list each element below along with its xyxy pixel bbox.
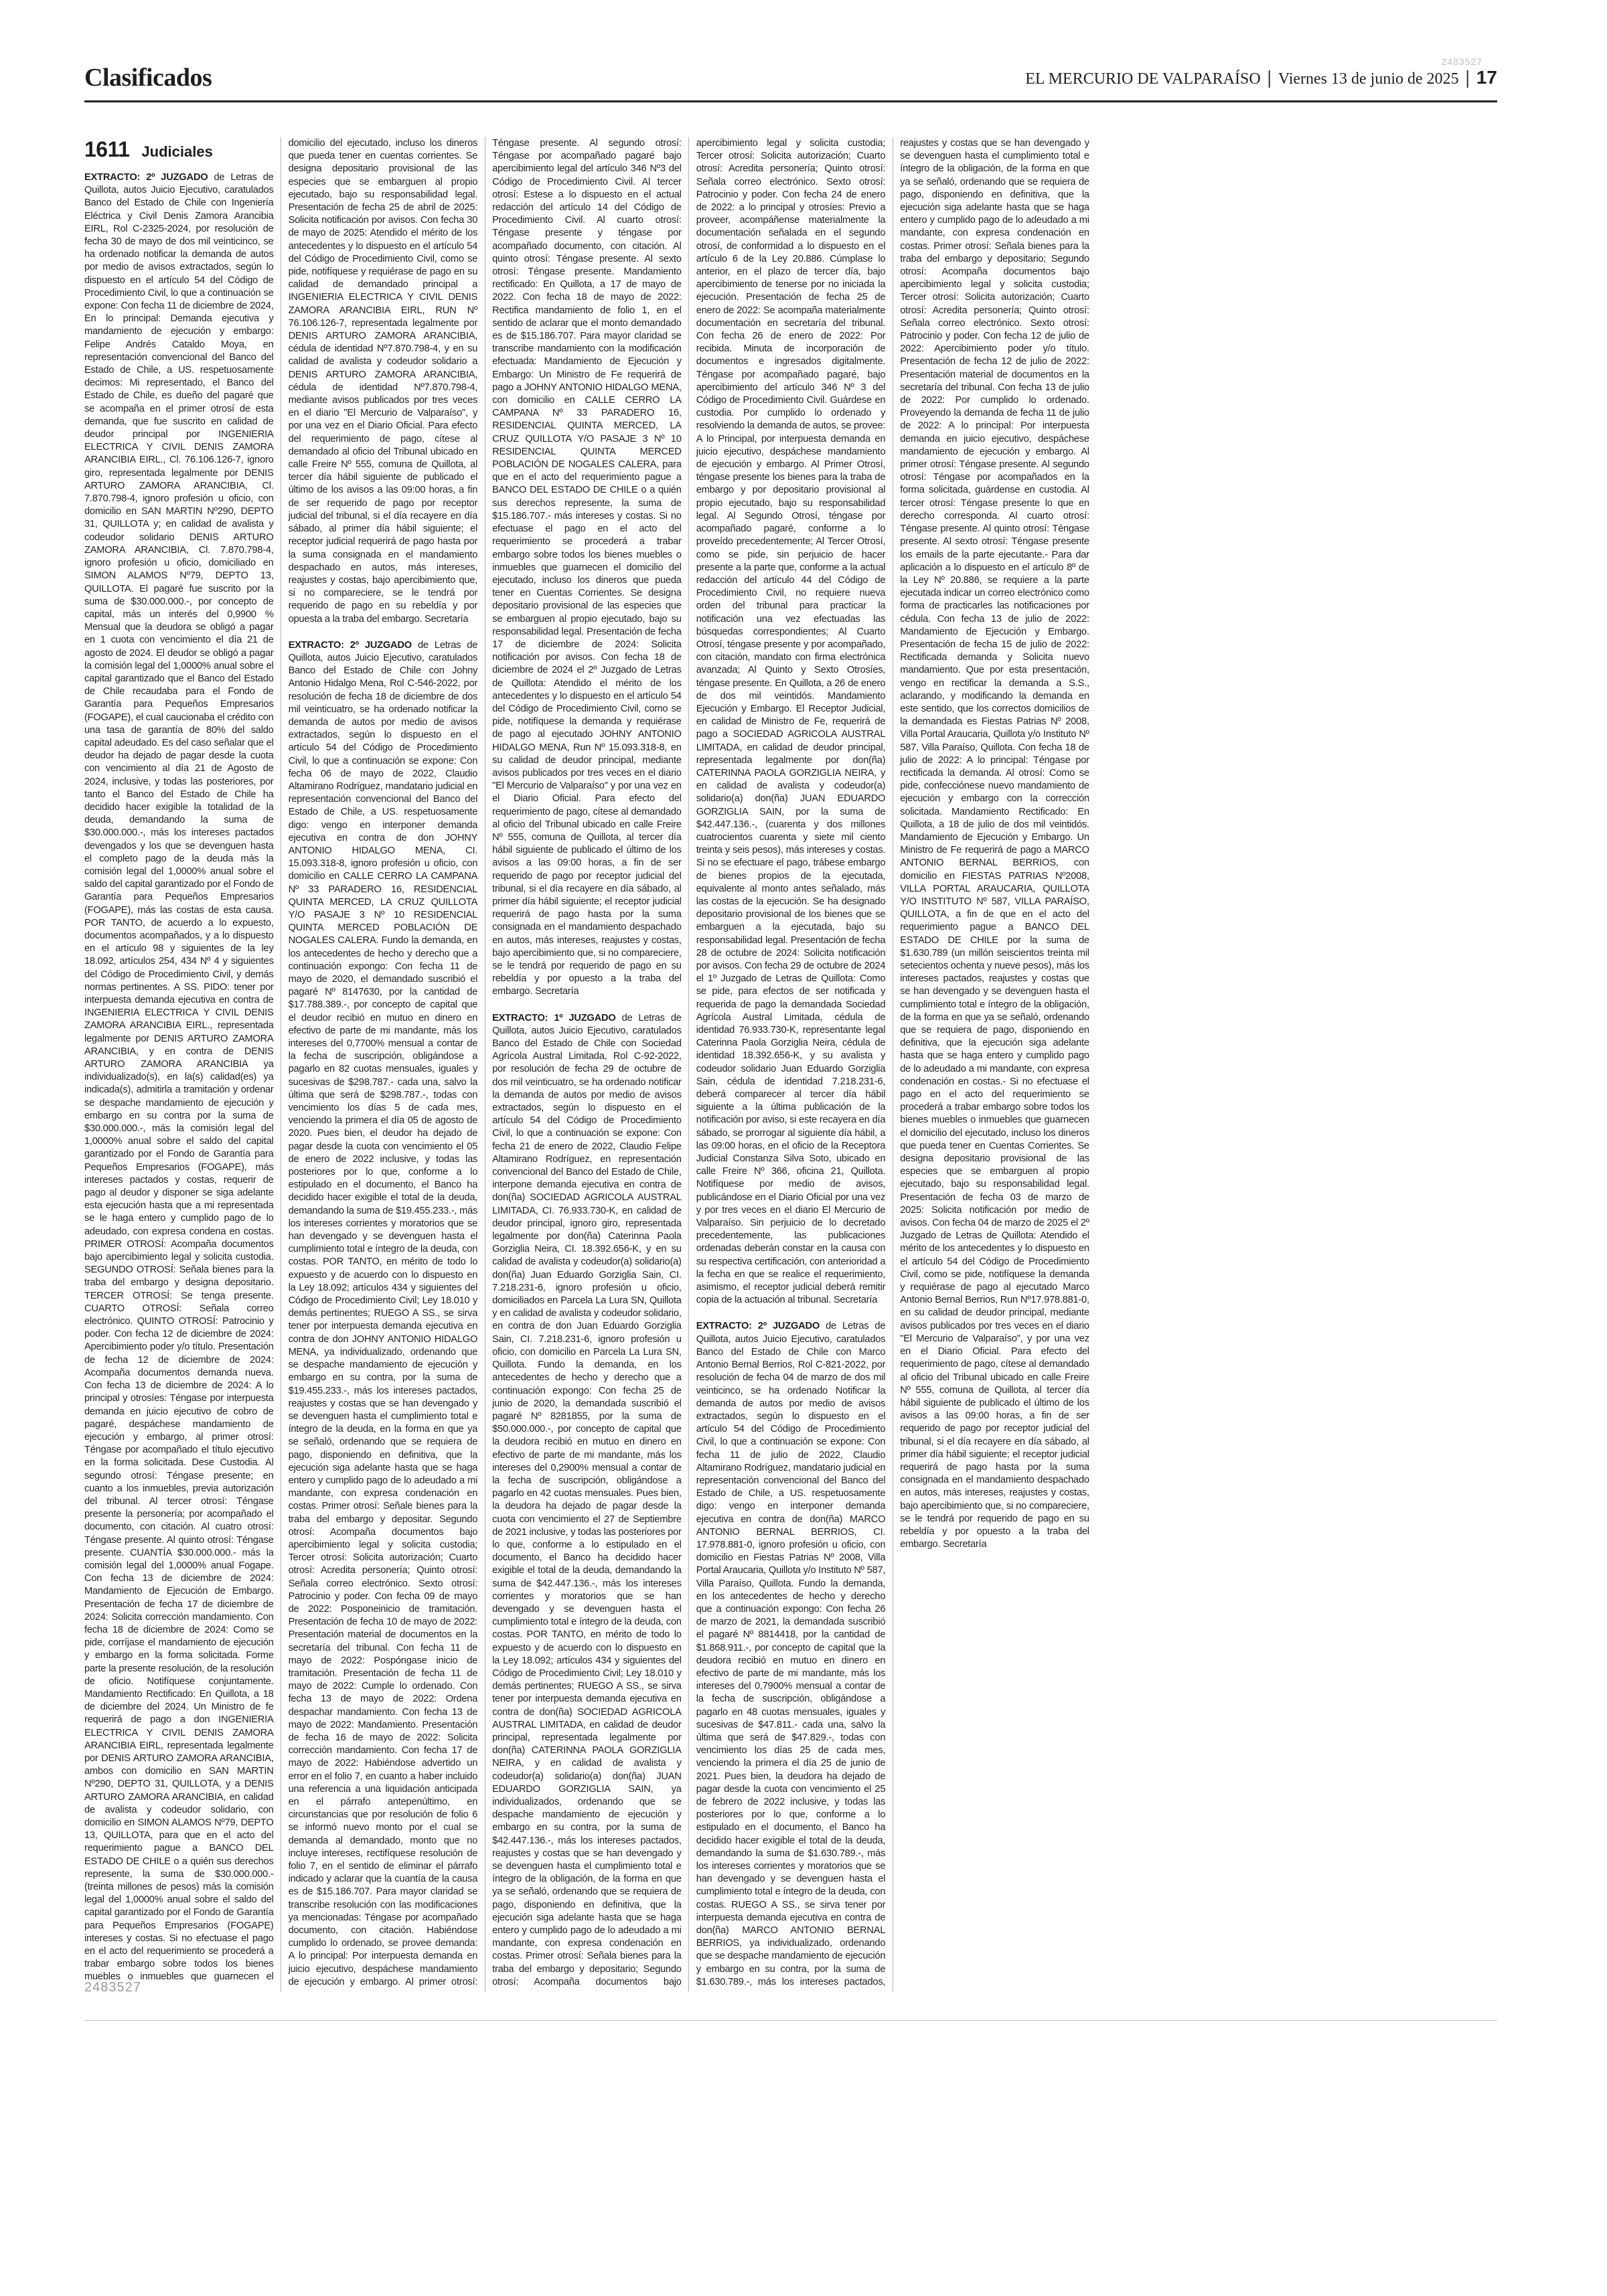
header-info [1025, 67, 1497, 89]
page-header [84, 63, 1497, 96]
header-rule [84, 100, 1497, 102]
header-separator: | [1267, 68, 1272, 88]
classifieds-columns [84, 137, 1497, 1991]
category-name: Judiciales [141, 143, 213, 160]
notice-body: de Letras de Quillota, autos Juicio Ejecutivo, caratulados Banco del Estado de Chile con Johny Antonio Hidalgo Mena, Rol C-546-2022, por resolución de fecha 18 de diciembre de dos mil veinticuatro, se ha ordenado notificar la demanda de autos por medio de avisos extractados, según lo dispuesto en el artículo 54 del Código de Procedimiento Civil, lo que a continuación se expone: Con fecha 06 de mayo de 2022, Claudio Altamirano Rodríguez, mandatario judicial en representación convencional del Banco del Estado de Chile, a US. respetuosamente digo: vengo en interponer demanda ejecutiva en contra de don JOHNY ANTONIO HIDALGO MENA, CI. 15.093.318-8, ignoro profesión u oficio, con domicilio en CALLE CERRO LA CAMPANA Nº 33 PARADERO 16, RESIDENCIAL QUINTA MERCED, LA CRUZ QUILLOTA Y/O PASAJE 3 Nº 10 RESIDENCIAL QUINTA MERCED POBLACIÓN DE NOGALES CALERA. Fundo la demanda, en los antecedentes de hecho y derecho que a continuación expongo: Con fecha 11 de mayo de 2020, el demandado suscribió el pagaré Nº 8147630, por la cantidad de $17.788.389.-, por concepto de capital que el deudor recibió en mutuo en dinero en efectivo de parte de mi mandante, más los intereses del 0,7700% mensual a contar de la fecha de suscripción, obligándose a pagarlo en 82 cuotas mensuales, iguales y sucesivas de $298.787.- cada una, salvo la última que será de $298.787.-, todas con vencimiento los días 5 de cada mes, venciendo la primera el día 05 de agosto de 2020. Pues bien, el deudor ha dejado de pagar desde la cuota con vencimiento el 05 de enero de 2022 inclusive, y todas las posteriores por lo que, conforme a lo estipulado en el documento, el Banco ha decidido hacer exigible el total de la deuda, demandando la suma de $19.455.233.-, más los intereses corrientes y moratorios que se han devengado y se devenguen hasta el cumplimiento total e íntegro de la deuda, con costas. POR TANTO, en mérito de todo lo expuesto y de acuerdo con lo dispuesto en la Ley 18.092; artículos 434 y siguientes del Código de Procedimiento Civil; Ley 18.010 y demás pertinentes; RUEGO A SS., se sirva tener por interpuesta demanda ejecutiva en contra de don JOHNY ANTONIO HIDALGO MENA, ya individualizado, ordenando que se despache mandamiento de ejecución y embargo en su contra, por la suma de $19.455.233.-, más los intereses pactados, reajustes y costas que se han devengado y se devenguen hasta el cumplimiento total e íntegro de la deuda, en la forma en que ya se señaló, ordenando que se requiera de pago, disponiendo en definitiva, que la ejecución siga adelante hasta que se haga entero y cumplido pago de lo adeudado a mi mandante, con expresa condenación en costas. Primer otrosí: Señale bienes para la traba del embargo y depositar. Segundo otrosí: Acompaña documentos bajo apercibimiento legal y solicita custodia; Tercer otrosí: Solicita autorización; Cuarto otrosí: Acredita personería; Quinto otrosí: Señala correo electrónico. Sexto otrosí: Patrocinio y poder. Con fecha 09 de mayo de 2022: Posponeinicio de tramitación. Presentación de fecha 10 de mayo de 2022: Presentación material de documentos en la secretaría del tribunal. Con fecha 11 de mayo de 2022: Pospóngase inicio de tramitación. Presentación de fecha 11 de mayo de 2022: Cumple lo ordenado. Con fecha 13 de mayo de 2022: Ordena despachar mandamiento. Con fecha 13 de mayo de 2022: Mandamiento. Presentación de fecha 16 de mayo de 2022: Solicita corrección mandamiento. Con fecha 17 de mayo de 2022: Habiéndose advertido un error en el folio 7, en cuanto a haber incluido una referencia a una liquidación anticipada en el párrafo antepenúltimo, en circunstancias que por resolución de folio 6 se informó nuevo monto por el cual se demanda al demandado, monto que no incluye intereses, rectifíquese resolución de folio 7, en el sentido de eliminar el párrafo indicado y aclarar que la cuantía de la causa es de $15.186.707. Para mayor claridad se transcribe resolución con las modificaciones ya mencionadas: Téngase por acompañado documento, con citación. Habiéndose cumplido lo ordenado, se provee demanda: A lo principal: Por interpuesta demanda en juicio ejecutivo, despáchese mandamiento de ejecución y embargo. Al primer otrosí: Téngase presente. Al segundo otrosí: Téngase por acompañado pagaré bajo apercibimiento legal del artículo 346 Nº3 del Código de Procedimiento Civil. Al tercer otrosí: Estese a lo dispuesto en el actual redacción del artículo 14 del Código de Procedimiento Civil. Al cuarto otrosí: Téngase presente y téngase por acompañado documento, con citación. Al quinto otrosí: Téngase presente. Al sexto otrosí: Téngase presente. Mandamiento rectificado: En Quillota, a 17 de mayo de 2022. Con fecha 18 de mayo de 2022: Rectifica mandamiento de folio 1, en el sentido de aclarar que el monto demandado es de $15.186.707. Para mayor claridad se transcribe mandamiento con la modificación efectuada: Mandamiento de Ejecución y Embargo: Un Ministro de Fe requerirá de pago a JOHNY ANTONIO HIDALGO MENA, con domicilio en CALLE CERRO LA CAMPANA Nº 33 PARADERO 16, RESIDENCIAL QUINTA MERCED, LA CRUZ QUILLOTA Y/O PASAJE 3 Nº 10 RESIDENCIAL QUINTA MERCED POBLACIÓN DE NOGALES CALERA, para que en el acto del requerimiento pague a BANCO DEL ESTADO DE CHILE o a quién sus derechos represente, la suma de $15.186.707.- más intereses y costas. Si no efectuase el pago en el acto del requerimiento se procederá a trabar embargo sobre todos los bienes muebles o inmuebles que guarnecen el domicilio del ejecutado, incluso los dineros que pueda tener en Cuentas Corrientes. Se designa depositario provisional de las especies que se embarguen al propio ejecutado, bajo su responsabilidad legal. Presentación de fecha 17 de diciembre de 2024: Solicita notificación por avisos. Con fecha 18 de diciembre de 2024 el 2º Juzgado de Letras de Quillota: Atendido el mérito de los antecedentes y lo dispuesto en el artículo 54 del Código de Procedimiento Civil, como se pide, notifíquese la demanda y requiérase de pago al ejecutado JOHNY ANTONIO HIDALGO MENA, Run Nº 15.093.318-8, en su calidad de deudor principal, mediante avisos publicados por tres veces en el diario "El Mercurio de Valparaíso" y por una vez en el Diario Oficial. Para efecto del requerimiento de pago, cítese al demandado al oficio del Tribunal ubicado en calle Freire Nº 555, comuna de Quillota, al tercer día hábil siguiente de publicado el último de los avisos a las 09:00 horas, a fin de ser requerido de pago por receptor judicial del tribunal, si el día recayere en día sábado, al primer día hábil siguiente; el receptor judicial requerirá de pago hasta por la suma consignada en el mandamiento despachado en autos, más intereses, reajustes y costas, bajo apercibimiento que, si no compareciere, se le tendrá por requerido de pago en su rebeldía y por opuesto a la traba del embargo. Secretaría [288, 138, 682, 1987]
publication-name: EL MERCURIO DE VALPARAÍSO [1025, 70, 1261, 88]
corner-image-id: 2483527 [1441, 56, 1482, 67]
notice-body: de Letras de Quillota, autos Juicio Ejecutivo, caratulados Banco del Estado de Chile con Ingeniería Eléctrica y Civil Denis Zamora Arancibia EIRL, Rol C-2325-2024, por resolución de fecha 30 de mayo de dos mil veinticinco, se ha ordenado notificar la demanda de autos por medio de avisos extractados, según lo dispuesto en el artículo 54 del Código de Procedimiento Civil, lo que a continuación se expone: Con fecha 11 de diciembre de 2024, En lo principal: Demanda ejecutiva y mandamiento de ejecución y embargo: Felipe Andrés Cataldo Moya, en representación convencional del Banco del Estado de Chile, a US. respetuosamente decimos: Mi representado, el Banco del Estado de Chile, es dueño del pagaré que se acompaña en el primer otrosí de esta demanda, que fue suscrito en calidad de deudor principal por INGENIERIA ELECTRICA Y CIVIL DENIS ZAMORA ARANCIBIA EIRL., Cl. 76.106.126-7, ignoro giro, representada legalmente por DENIS ARTURO ZAMORA ARANCIBIA, Cl. 7.870.798-4, ignoro profesión u oficio, con domicilio en SAN MARTIN Nº290, DEPTO 31, QUILLOTA y; en calidad de avalista y codeudor solidario DENIS ARTURO ZAMORA ARANCIBIA, Cl. 7.870.798-4, ignoro profesión u oficio, domiciliado en SIMON ALAMOS Nº79, DEPTO 13, QUILLOTA. El pagaré fue suscrito por la suma de $30.000.000.-, por concepto de capital, más un interés del 0,9900 % Mensual que la deudora se obligó a pagar en 1 cuota con vencimiento el día 21 de agosto de 2024. El deudor se obligó a pagar la comisión legal del 1,0000% anual sobre el capital garantizado que el Banco del Estado de Chile recaudaba para el Fondo de Garantía para Pequeños Empresarios (FOGAPE), el cual caucionaba el crédito con una tasa de garantía de 80% del saldo capital adeudado. Es del caso señalar que el deudor ha dejado de pagar desde la cuota con vencimiento al día 21 de Agosto de 2024, inclusive, y todas las posteriores, por tanto el Banco del Estado de Chile ha decidido hacer exigible la totalidad de la deuda, demandando la suma de $30.000.000.-, más los intereses pactados devengados y los que se devenguen hasta el completo pago de la deuda más la comisión legal del 1,0000% anual sobre el saldo del capital garantizado por el Fondo de Garantía para Pequeños Empresarios (FOGAPE), más las costas de esta causa. POR TANTO, de acuerdo a lo expuesto, documentos acompañados, y a lo dispuesto en el artículo 98 y siguientes de la ley 18.092, artículos 254, 434 Nº 4 y siguientes del Código de Procedimiento Civil, y demás normas pertinentes. A SS. PIDO: tener por interpuesta demanda ejecutiva en contra de INGENIERIA ELECTRICA Y CIVIL DENIS ZAMORA ARANCIBIA EIRL., representada legalmente por DENIS ARTURO ZAMORA ARANCIBIA, y en contra de DENIS ARTURO ZAMORA ARANCIBIA ya individualizado(s), en la(s) calidad(es) ya indicada(s), admitirla a tramitación y ordenar se despache mandamiento de ejecución y embargo en su contra por la suma de $30.000.000.-, más la comisión legal del 1,0000% anual sobre el saldo del capital garantizado por el Fondo de Garantía para Pequeños Empresarios (FOGAPE), más intereses pactados y costas, requerir de pago al deudor y disponer se siga adelante esta ejecución hasta que a mi representada se le haga entero y cumplido pago de lo adeudado, con expresa condena en costas. PRIMER OTROSÍ: Acompaña documentos bajo apercibimiento legal y solicita custodia. SEGUNDO OTROSÍ: Señala bienes para la traba del embargo y designa depositario. TERCER OTROSÍ: Se tenga presente. CUARTO OTROSÍ: Señala correo electrónico. QUINTO OTROSÍ: Patrocinio y poder. Con fecha 12 de diciembre de 2024: Apercibimiento poder y/o título. Presentación de fecha 12 de diciembre de 2024: Acompaña documentos demanda nueva. Con fecha 13 de diciembre de 2024: A lo principal y otrosíes: Téngase por interpuesta demanda en juicio ejecutivo de cobro de pagaré, despáchese mandamiento de ejecución y embargo, al primer otrosí: Téngase por acompañado el título ejecutivo en la forma solicitada. Dese Custodia. Al segundo otrosí: Téngase presente; en cuanto a los inmuebles, previa autorización del tribunal. Al tercer otrosí: Téngase presente la personería; por acompañado el documento, con citación. Al cuatro otrosí: Téngase presente. Al quinto otrosí: Téngase presente. CUANTÍA $30.000.000.- más la comisión legal del 1,0000% anual Fogape. Con fecha 13 de diciembre de 2024: Mandamiento de Ejecución de Embargo. Presentación de fecha 17 de diciembre de 2024: Solicita corrección mandamiento. Con fecha 18 de diciembre de 2024: Como se pide, corríjase el mandamiento de ejecución y embargo en la forma solicitada. Forme parte la presente resolución, de la resolución de oficio. Notifíquese conjuntamente. Mandamiento Rectificado: En Quillota, a 18 de diciembre del 2024. Un Ministro de fe requerirá de pago a don INGENIERIA ELECTRICA Y CIVIL DENIS ZAMORA ARANCIBIA EIRL, representada legalmente por DENIS ARTURO ZAMORA ARANCIBIA, ambos con domicilio en SAN MARTIN Nº290, DEPTO 31, QUILLOTA, y a DENIS ARTURO ZAMORA ARANCIBIA, en calidad de avalista y codeudor solidario, con domicilio en SIMON ALAMOS Nº79, DEPTO 13, QUILLOTA, para que en el acto del requerimiento pague a BANCO DEL ESTADO DE CHILE o a quién sus derechos represente, la suma de $30.000.000.- (treinta millones de pesos) más la comisión legal del 1,0000% anual sobre el saldo del capital garantizado por el Fondo de Garantía para Pequeños Empresarios (FOGAPE) intereses y costas. Si no efectuase el pago en el acto del requerimiento se procederá a trabar embargo sobre todos los bienes muebles o inmuebles que guarnecen el domicilio del ejecutado, incluso los dineros que pueda tener en cuentas corrientes. Se designa depositario provisional de las especies que se embarguen al propio ejecutado, bajo su responsabilidad legal. Presentación de fecha 25 de abril de 2025: Solicita notificación por avisos. Con fecha 30 de mayo de 2025: Atendido el mérito de los antecedentes y lo dispuesto en el artículo 54 del Código de Procedimiento Civil, como se pide, notifíquese y requiérase de pago en su calidad de demandado principal a INGENIERIA ELECTRICA Y CIVIL DENIS ZAMORA ARANCIBIA EIRL, RUN Nº 76.106.126-7, representada legalmente por DENIS ARTURO ZAMORA ARANCIBIA, cédula de identidad Nº7.870.798-4, y en su calidad de avalista y codeudor solidario a DENIS ARTURO ZAMORA ARANCIBIA, cédula de identidad Nº7.870.798-4, mediante avisos publicados por tres veces en el diario "El Mercurio de Valparaíso", y por una vez en el Diario Oficial. Para efecto del requerimiento de pago, cítese al demandado al oficio del Tribunal ubicado en calle Freire Nº 555, comuna de Quillota, al tercer día hábil siguiente de publicado el último de los avisos a las 09:00 horas, a fin de ser requerido de pago por receptor judicial del tribunal, si el día recayere en día sábado, al primer día hábil siguiente; el receptor judicial requerirá de pago hasta por la suma consignada en el mandamiento despachado en autos, más intereses, reajustes y costas, bajo apercibimiento que, si no compareciere, se le tendrá por requerido de pago en su rebeldía y por opuesta a la traba del embargo. Secretaría [84, 138, 478, 1983]
notice-lead: EXTRACTO: 2º JUZGADO [84, 172, 208, 183]
category-code: 1611 [84, 137, 130, 161]
footer-image-id: 2483527 [84, 1980, 141, 1995]
category-heading [84, 137, 274, 162]
page-number: 17 [1476, 67, 1497, 88]
notice-lead: EXTRACTO: 2º JUZGADO [696, 1321, 820, 1332]
section-title: Clasificados [84, 64, 212, 92]
notice-body: de Letras de Quillota, autos Juicio Ejecutivo, caratulados Banco del Estado de Chile con Sociedad Agrícola Austral Limitada, Rol C-92-2022, por resolución de fecha 29 de octubre de dos mil veinticuatro, se ha ordenado notificar la demanda de autos por medio de avisos extractados, según lo dispuesto en el artículo 54 del Código de Procedimiento Civil, lo que a continuación se expone: Con fecha 21 de enero de 2022, Claudio Felipe Altamirano Rodríguez, en representación convencional del Banco del Estado de Chile, interpone demanda ejecutiva en contra de don(ña) SOCIEDAD AGRICOLA AUSTRAL LIMITADA, CI. 76.933.730-K, en calidad de deudor principal, ignoro giro, representada legalmente por don(ña) Caterinna Paola Gorziglia Neira, CI. 18.392.656-K, y en su calidad de avalista y codeudor(a) solidario(a) don(ña) Juan Eduardo Gorziglia Sain, CI. 7.218.231-6, ignoro profesión u oficio, domiciliados en Parcela La Lura SN, Quillota y en calidad de avalista y codeudor solidario, en contra de don Juan Eduardo Gorziglia Sain, CI. 7.218.231-6, ignoro profesión u oficio, con domicilio en Parcela La Lura SN, Quillota. Fundo la demanda, en los antecedentes de hecho y derecho que a continuación expongo: Con fecha 25 de junio de 2020, la demandada suscribió el pagaré Nº 8281855, por la suma de $50.000.000.-, por concepto de capital que la deudora recibió en mutuo en dinero en efectivo de parte de mi mandante, más los intereses del 0,2900% mensual a contar de la fecha de suscripción, obligándose a pagarlo en 42 cuotas mensuales. Pues bien, la deudora ha dejado de pagar desde la cuota con vencimiento el 27 de Septiembre de 2021 inclusive, y todas las posteriores por lo que, conforme a lo estipulado en el documento, el Banco ha decidido hacer exigible el total de la deuda, demandando la suma de $42.447.136.-, más los intereses corrientes y moratorios que se han devengado y se devenguen hasta el cumplimiento total e íntegro de la deuda, con costas. POR TANTO, en mérito de todo lo expuesto y de acuerdo con lo dispuesto en la Ley 18.092; artículos 434 y siguientes del Código de Procedimiento Civil; Ley 18.010 y demás pertinentes; RUEGO A SS., se sirva tener por interpuesta demanda ejecutiva en contra de don(ña) SOCIEDAD AGRICOLA AUSTRAL LIMITADA, en calidad de deudor principal, representada legalmente por don(ña) CATERINNA PAOLA GORZIGLIA NEIRA, y en calidad de avalista y codeudor(a) solidario(a) don(ña) JUAN EDUARDO GORZIGLIA SAIN, ya individualizados, ordenando que se despache mandamiento de ejecución y embargo en su contra, por la suma de $42.447.136.-, más los intereses pactados, reajustes y costas que se han devengado y se devenguen hasta el cumplimiento total e íntegro de la obligación, de la forma en que ya se señaló, ordenando que se requiera de pago, disponiendo en definitiva, que la ejecución siga adelante hasta que se haga entero y cumplido pago de lo adeudado a mi mandante, con expresa condenación en costas. Primer otrosí: Señala bienes para la traba del embargo y depositario; Segundo otrosí: Acompaña documentos bajo apercibimiento legal y solicita custodia; Tercer otrosí: Solicita autorización; Cuarto otrosí: Acredita personería; Quinto otrosí: Señala correo electrónico. Sexto otrosí: Patrocinio y poder. Con fecha 24 de enero de 2022: a lo principal y otrosíes: Previo a proveer, acompáñense materialmente la documentación señalada en el segundo otrosí, de conformidad a lo dispuesto en el artículo 6 de la Ley 20.886. Cúmplase lo anterior, en el plazo de tercer día, bajo apercibimiento de tenerse por no iniciada la ejecución. Presentación de fecha 25 de enero de 2022: Se acompaña materialmente documentación en secretaría del tribunal. Con fecha 26 de enero de 2022: Por recibida. Minuta de incorporación de documentos e ingresados digitalmente. Téngase por acompañado pagaré, bajo apercibimiento del artículo 346 Nº 3 del Código de Procedimiento Civil. Guárdese en custodia. Por cumplido lo ordenado y resolviendo la demanda de autos, se provee: A lo Principal, por interpuesta demanda en juicio ejecutivo, despáchese mandamiento de ejecución y embargo. Al Primer Otrosí, téngase presente los bienes para la traba de embargo y por depositario provisional al propio ejecutado, bajo su responsabilidad legal. Al Segundo Otrosí, téngase por acompañado pagaré, conforme a lo proveído precedentemente; Al Tercer Otrosí, como se pide, sin perjuicio de hacer presente a la parte que, conforme a la actual redacción del artículo 44 del Código de Procedimiento Civil, no requiere nueva orden del tribunal para practicar la notificación una vez efectuadas las búsquedas correspondientes; Al Cuarto Otrosí, téngase presente y por acompañado, con citación, mandato con firma electrónica avanzada; Al Quinto y Sexto Otrosíes, téngase presente. En Quillota, a 26 de enero de dos mil veintidós. Mandamiento Ejecución y Embargo. El Receptor Judicial, en calidad de Ministro de Fe, requerirá de pago a SOCIEDAD AGRICOLA AUSTRAL LIMITADA, en calidad de deudor principal, representada legalmente por don(ña) CATERINNA PAOLA GORZIGLIA NEIRA, y en calidad de avalista y codeudor(a) solidario(a) don(ña) JUAN EDUARDO GORZIGLIA SAIN, por la suma de $42.447.136.-, (cuarenta y dos millones cuatrocientos cuarenta y siete mil ciento treinta y seis pesos), más intereses y costas. Si no se efectuare el pago, trábese embargo de bienes propios de la ejecutada, equivalente al monto antes señalado, más las costas de la ejecución. Se ha designado depositario provisional de los bienes que se embarguen a la ejecutada, bajo su responsabilidad legal. Presentación de fecha 28 de octubre de 2024: Solicita notificación por avisos. Con fecha 29 de octubre de 2024 el 1º Juzgado de Letras de Quillota: Como se pide, para efectos de ser notificada y requerida de pago la demandada Sociedad Agrícola Austral Limitada, cédula de identidad 76.933.730-K, representante legal Caterinna Paola Gorziglia Neira, cédula de identidad 18.392.656-K, y su avalista y codeudor solidario Juan Eduardo Gorziglia Sain, cédula de identidad 7.218.231-6, deberá comparecer al tercer día hábil siguiente a la última publicación de la notificación por aviso, si este recayera en día sábado, se prorrogar al siguiente día hábil, a las 09:00 horas, en el oficio de la Receptora Judicial Constanza Silva Soto, ubicado en calle Freire Nº 366, oficina 21, Quillota. Notifíquese por medio de avisos, publicándose en el Diario Oficial por una vez y por tres veces en el diario El Mercurio de Valparaíso. Sin perjuicio de lo decretado precedentemente, las publicaciones ordenadas deberán constar en la causa con su respectiva certificación, con anterioridad a la fecha en que se realice el requerimiento, asimismo, el receptor judicial deberá remitir copia de la actuación al tribunal. Secretaría [492, 138, 886, 1987]
notice-body: de Letras de Quillota, autos Juicio Ejecutivo, caratulados Banco del Estado de Chile con Marco Antonio Bernal Berrios, Rol C-821-2022, por resolución de fecha 04 de marzo de dos mil veinticinco, se ha ordenado Notificar la demanda de autos por medio de avisos extractados, según lo dispuesto en el artículo 54 del Código de Procedimiento Civil, lo que a continuación se expone: Con fecha 11 de julio de 2022, Claudio Altamirano Rodríguez, mandatario judicial en representación convencional del Banco del Estado de Chile, a US. respetuosamente digo: vengo en interponer demanda ejecutiva en contra de don(ña) MARCO ANTONIO BERNAL BERRIOS, CI. 17.978.881-0, ignoro profesión u oficio, con domicilio en Fiestas Patrias Nº 2008, Villa Portal Araucaria, Quillota y/o Instituto Nº 587, Villa Paraíso, Quillota. Fundo la demanda, en los antecedentes de hecho y derecho que a continuación expongo: Con fecha 26 de marzo de 2021, la demandada suscribió el pagaré Nº 8814418, por la cantidad de $1.868.911.-, por concepto de capital que la deudora recibió en mutuo en dinero en efectivo de parte de mi mandante, más los intereses del 0,7900% mensual a contar de la fecha de suscripción, obligándose a pagarlo en 48 cuotas mensuales, iguales y sucesivas de $47.811.- cada una, salvo la última que será de $47.829.-, todas con vencimiento los días 25 de cada mes, venciendo la primera el día 25 de junio de 2021. Pues bien, la deudora ha dejado de pagar desde la cuota con vencimiento el 25 de febrero de 2022 inclusive, y todas las posteriores por lo que, conforme a lo estipulado en el documento, el Banco ha decidido hacer exigible el total de la deuda, demandando la suma de $1.630.789.-, más los intereses corrientes y moratorios que se han devengado y se devenguen hasta el cumplimiento total e íntegro de la deuda, con costas. RUEGO A SS., se sirva tener por interpuesta demanda ejecutiva en contra de don(ña) MARCO ANTONIO BERNAL BERRIOS, ya individualizado, ordenando que se despache mandamiento de ejecución y embargo en su contra, por la suma de $1.630.789.-, más los intereses pactados, reajustes y costas que se han devengado y se devenguen hasta el cumplimiento total e íntegro de la obligación, de la forma en que ya se señaló, ordenando que se requiera de pago, disponiendo en definitiva, que la ejecución siga adelante hasta que se haga entero y cumplido pago de lo adeudado a mi mandante, con expresa condenación en costas. Primer otrosí: Señala bienes para la traba del embargo y depositario; Segundo otrosí: Acompaña documentos bajo apercibimiento legal y solicita custodia; Tercer otrosí: Solicita autorización; Cuarto otrosí: Acredita personería; Quinto otrosí: Señala correo electrónico. Sexto otrosí: Patrocinio y poder. Con fecha 12 de julio de 2022: Apercibimiento poder y/o título. Presentación de fecha 12 de julio de 2022: Presentación material de documentos en la secretaría del tribunal. Con fecha 13 de julio de 2022: Por cumplido lo ordenado. Proveyendo la demanda de fecha 11 de julio de 2022: A lo principal: Por interpuesta demanda en juicio ejecutivo, despáchese mandamiento de ejecución y embargo. Al primer otrosí: Téngase presente. Al segundo otrosí: Téngase por acompañados en la forma solicitada, guárdense en custodia. Al tercer otrosí: Téngase presente lo que en derecho corresponda. Al cuarto otrosí: Téngase presente. Al quinto otrosí: Téngase presente. Al sexto otrosí: Téngase presente los emails de la parte ejecutante.- Para dar aplicación a lo dispuesto en el artículo 8º de la Ley Nº 20.886, se requiere a la parte ejecutada indicar un correo electrónico como forma de practicarles las notificaciones por cédula. Con fecha 13 de julio de 2022: Mandamiento de Ejecución y Embargo. Presentación de fecha 15 de julio de 2022: Rectificada demanda y Solicita nuevo mandamiento. Que por esta presentación, vengo en rectificar la demanda a S.S., aclarando, y modificando la demanda en este sentido, que los correctos domicilios de la demandada es Fiestas Patrias Nº 2008, Villa Portal Araucaria, Quillota y/o Instituto Nº 587, Villa Paraíso, Quillota. Con fecha 18 de julio de 2022: A lo principal: Téngase por rectificada la demanda. Al otrosí: Como se pide, confecciónese nuevo mandamiento de ejecución y embargo con la corrección solicitada. Mandamiento Rectificado: En Quillota, a 18 de julio de dos mil veintidós. Mandamiento de Ejecución y Embargo. Un Ministro de Fe requerirá de pago a MARCO ANTONIO BERNAL BERRIOS, con domicilio en FIESTAS PATRIAS Nº2008, VILLA PORTAL ARAUCARIA, QUILLOTA Y/O INSTITUTO Nº 587, VILLA PARAÍSO, QUILLOTA, a fin de que en el acto del requerimiento pague a BANCO DEL ESTADO DE CHILE por la suma de $1.630.789 (un millón seiscientos treinta mil setecientos ochenta y nueve pesos), más los intereses pactados, reajustes y costas que se han devengado y se devenguen hasta el cumplimiento total e íntegro de la obligación, de la forma en que ya se señaló, ordenando que se requiera de pago, disponiendo en definitiva, que la ejecución siga adelante hasta que se haga entero y cumplido pago de lo adeudado a mi mandante, con expresa condenación en costas.- Si no efectuase el pago en el acto del requerimiento se procederá a trabar embargo sobre todos los bienes muebles o inmuebles que guarnecen el domicilio del ejecutado, incluso los dineros que pueda tener en Cuentas Corrientes. Se designa depositario provisional de las especies que se embarguen al propio ejecutado, bajo su responsabilidad legal. Presentación de fecha 03 de marzo de 2025: Solicita notificación por medio de avisos. Con fecha 04 de marzo de 2025 el 2º Juzgado de Letras de Quillota: Atendido el mérito de los antecedentes y lo dispuesto en el artículo 54 del Código de Procedimiento Civil, como se pide, notifíquese la demanda y requiérase de pago al ejecutado Marco Antonio Bernal Berrios, Run Nº17.978.881-0, en su calidad de deudor principal, mediante avisos publicados por tres veces en el diario "El Mercurio de Valparaíso", y por una vez en el Diario Oficial. Para efecto del requerimiento de pago, cítese al demandado al oficio del Tribunal ubicado en calle Freire Nº 555, comuna de Quillota, al tercer día hábil siguiente de publicado el último de los avisos a las 09:00 horas, a fin de ser requerido de pago por receptor judicial del tribunal, si el día recayere en día sábado, al primer día hábil siguiente; el receptor judicial requerirá de pago hasta por la suma consignada en el mandamiento despachado en autos, más intereses, reajustes y costas, bajo apercibimiento que, si no compareciere, se le tendrá por requerido de pago en su rebeldía y por opuesto a la traba del embargo. Secretaría [696, 138, 1089, 1987]
header-separator: | [1465, 68, 1470, 88]
notice-lead: EXTRACTO: 2º JUZGADO [288, 639, 412, 651]
publication-date: Viernes 13 de junio de 2025 [1278, 70, 1459, 88]
bottom-rule [84, 2020, 1497, 2021]
notice-lead: EXTRACTO: 1º JUZGADO [492, 1012, 616, 1023]
